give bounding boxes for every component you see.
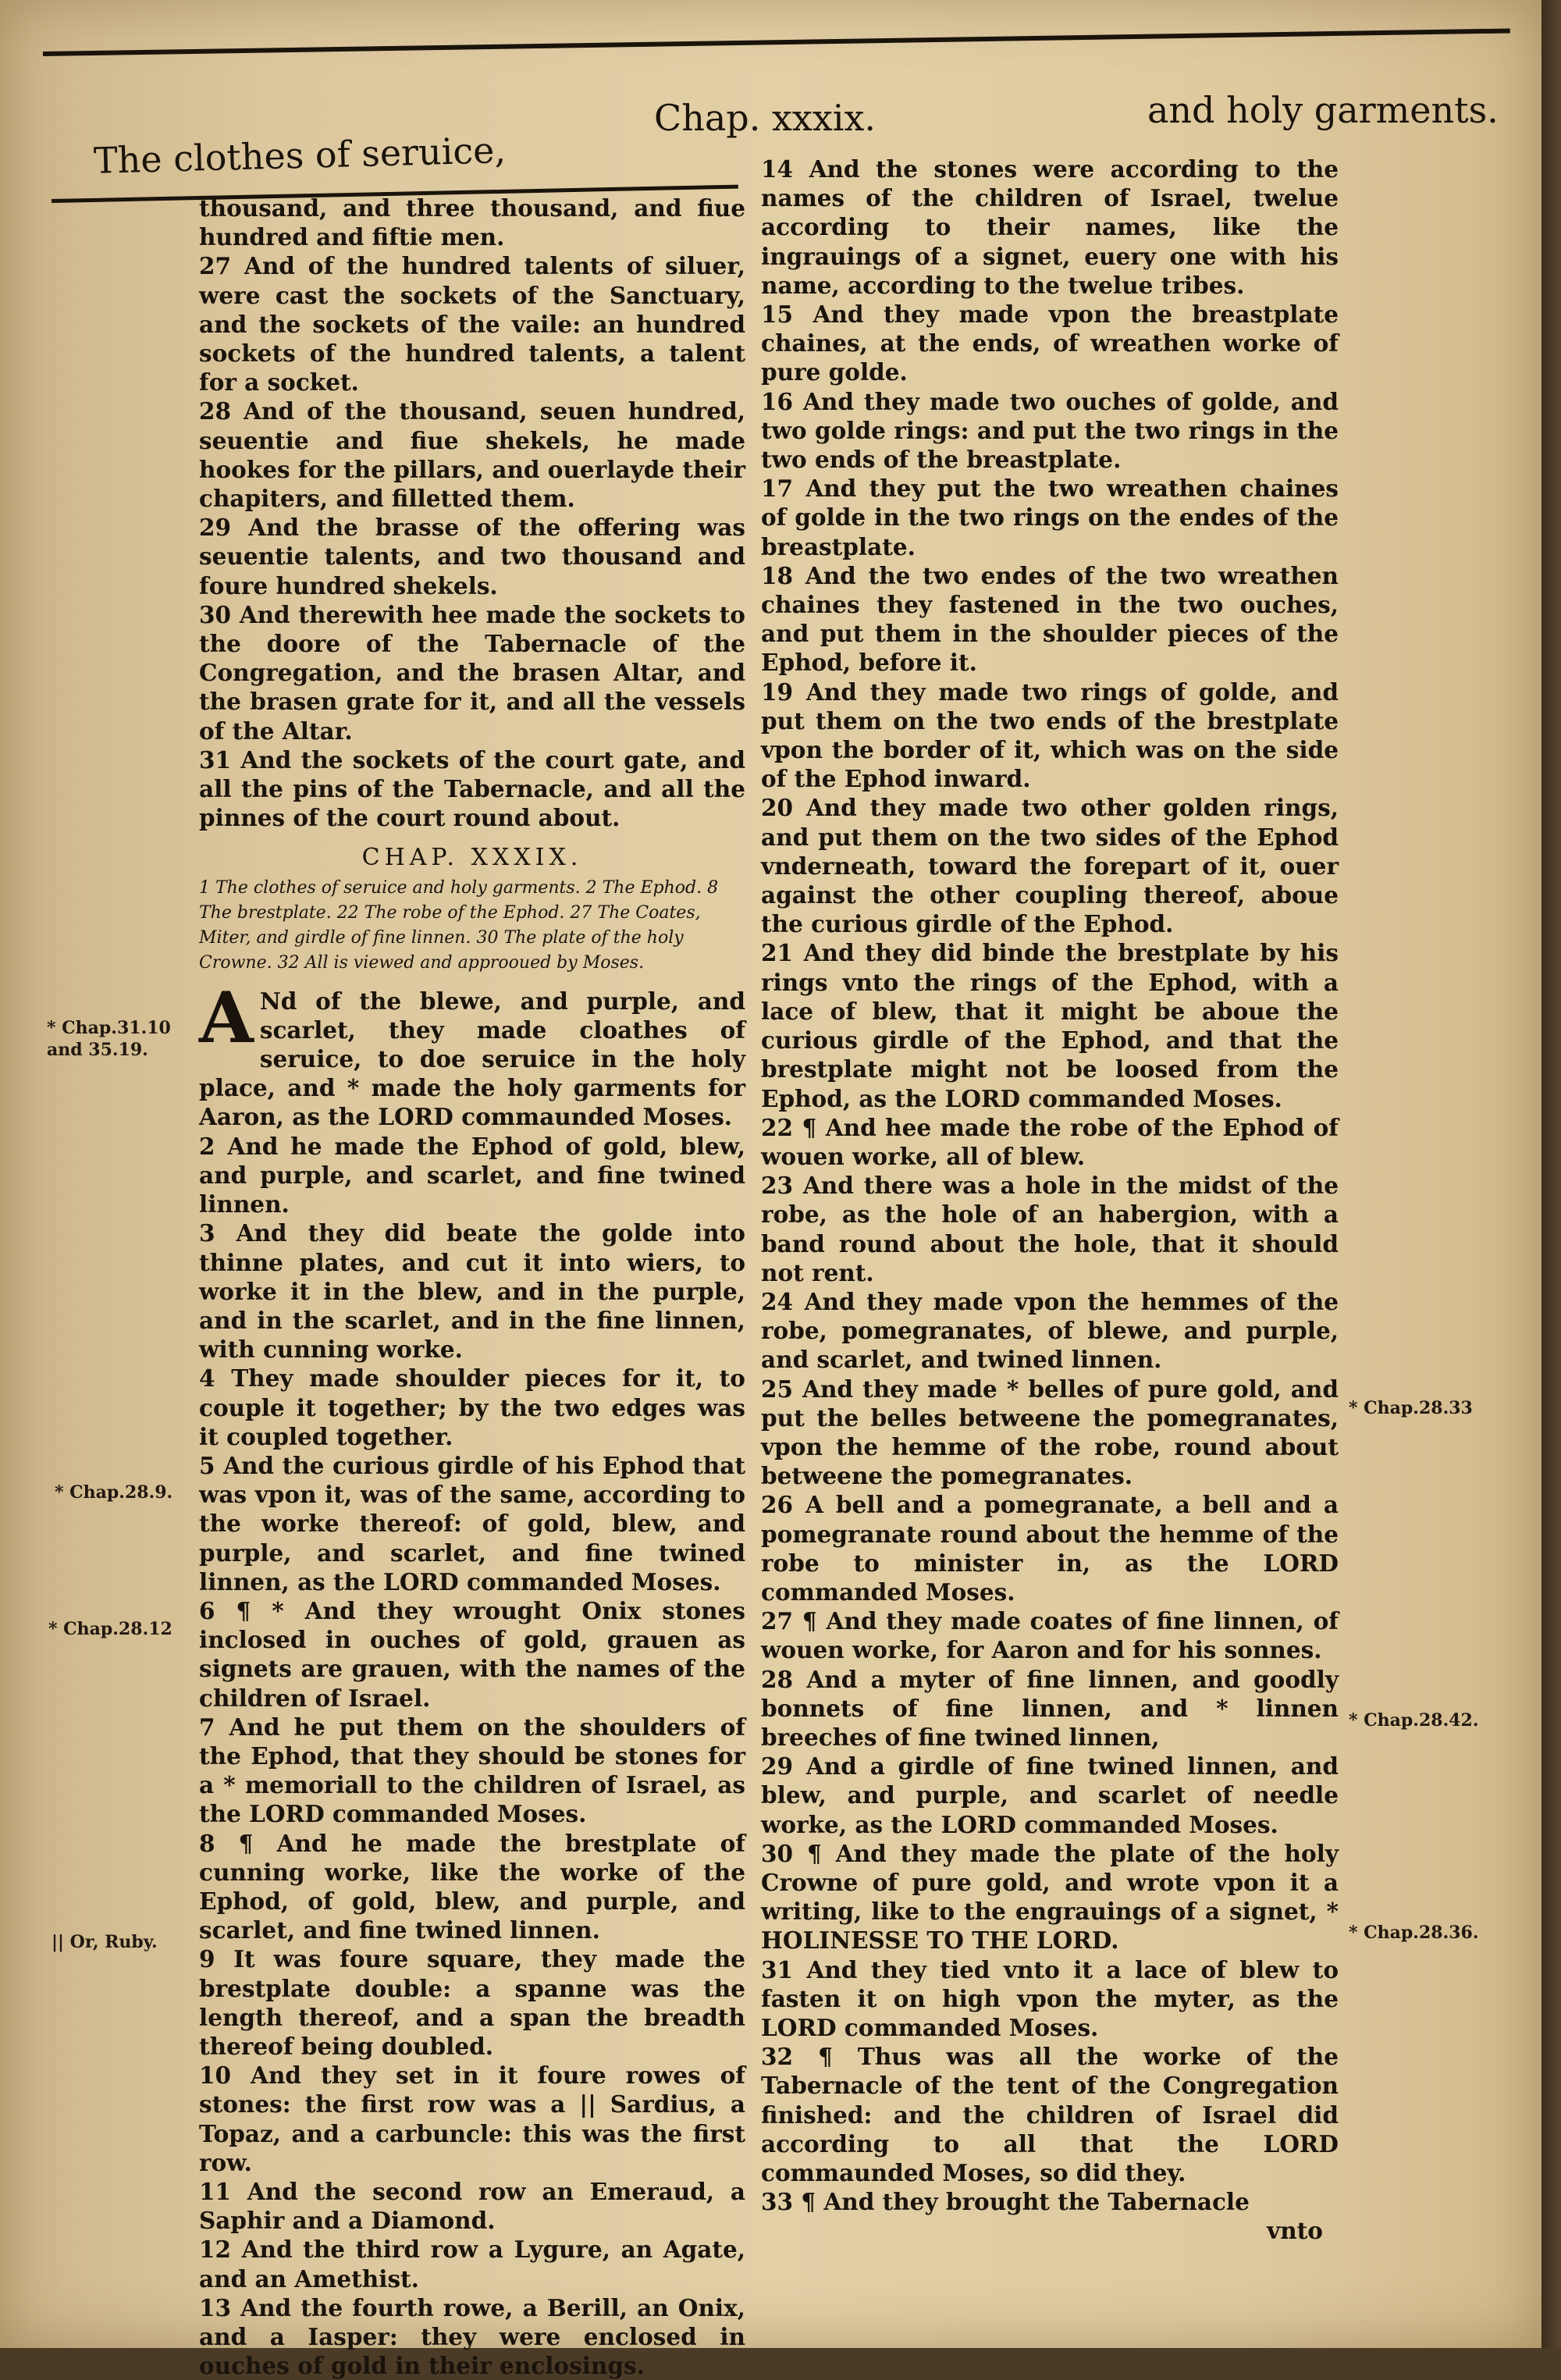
verse: 25 And they made * belles of pure gold, and put the belles betweene the pomegranates, vpon the hemme of the robe, round about betweene the pomegranates. xyxy=(761,1375,1339,1490)
verse: 10 And they set in it foure rowes of stones: the first row was a || Sardius, a Topaz, and a carbuncle: this was the first row. xyxy=(199,2062,745,2176)
verse: 27 And of the hundred talents of siluer, were cast the sockets of the Sanctuary, and the sockets of the vaile: an hundred sockets of the hundred talents, a talent for a socket. xyxy=(199,252,745,397)
margin-note: || Or, Ruby. xyxy=(52,1932,158,1952)
verse: 23 And there was a hole in the midst of the robe, as the hole of an habergion, with a band round about the hole, that it should not rent. xyxy=(761,1172,1339,1286)
verse: 15 And they made vpon the breastplate chaines, at the ends, of wreathen worke of pure golde. xyxy=(761,301,1339,386)
verse: 24 And they made vpon the hemmes of the robe, pomegranates, of blewe, and purple, and scarlet, and twined linnen. xyxy=(761,1287,1339,1374)
verse: 7 And he put them on the shoulders of the Ephod, that they should be stones for a * memoriall to the children of Israel, as the LORD commanded Moses. xyxy=(199,1713,745,1828)
verse: 20 And they made two other golden rings, and put them on the two sides of the Ephod vnderneath, toward the forepart of it, ouer against the other coupling thereof, aboue the curious girdle of the Ephod. xyxy=(761,794,1339,938)
margin-note: * Chap.28.9. xyxy=(55,1482,173,1503)
running-head-right: and holy garments. xyxy=(1147,89,1499,131)
page-edge xyxy=(1541,0,1561,2348)
verse: 29 And the brasse of the offering was seuentie talents, and two thousand and foure hundred shekels. xyxy=(199,514,745,599)
verse: 32 ¶ Thus was all the worke of the Tabernacle of the tent of the Congregation finished: and the children of Israel did according to all that the LORD commaunded Moses, so did they. xyxy=(761,2043,1339,2187)
verse-text: Nd of the blewe, and purple, and scarlet, they made cloathes of seruice, to doe seruice in the holy place, and * made the holy garments for Aaron, as the LORD commaunded Moses. xyxy=(199,987,745,1131)
verse: 19 And they made two rings of golde, and put them on the two ends of the brestplate vpon the border of it, which was on the side of the Ephod inward. xyxy=(761,678,1339,793)
drop-cap: A xyxy=(199,976,254,1059)
verse: 22 ¶ And hee made the robe of the Ephod of wouen worke, all of blew. xyxy=(761,1113,1339,1170)
verse: 2 And he made the Ephod of gold, blew, and purple, and scarlet, and fine twined linnen. xyxy=(199,1132,745,1218)
verse: 17 And they put the two wreathen chaines of golde in the two rings on the endes of the breastplate. xyxy=(761,475,1339,560)
verse: 30 ¶ And they made the plate of the holy Crowne of pure gold, and wrote vpon it a writing, like to the engrauings of a signet, * HOLINESSE TO THE LORD. xyxy=(761,1839,1339,1955)
verse: 9 It was foure square, they made the brestplate double: a spanne was the length thereof, and a span the breadth thereof being doubled. xyxy=(199,1945,745,2060)
header-rule xyxy=(43,28,1510,56)
verse: 4 They made shoulder pieces for it, to couple it together; by the two edges was it coupled together. xyxy=(199,1364,745,1450)
verse: 33 ¶ And they brought the Tabernacle xyxy=(761,2188,1250,2216)
chapter-heading: CHAP. XXXIX. xyxy=(361,844,583,872)
verse: 31 And they tied vnto it a lace of blew to fasten it on high vpon the myter, as the LORD commanded Moses. xyxy=(761,1955,1339,2041)
chapter-summary: 1 The clothes of seruice and holy garments. 2 The Ephod. 8 The brestplate. 22 The robe of the Ephod. 27 The Coates, Miter, and girdle of fine linnen. 30 The plate of the holy Crowne. 32 All is viewed and approoued by Moses. xyxy=(199,877,719,973)
verse: 28 And a myter of fine linnen, and goodly bonnets of fine linnen, and * linnen breeches of fine twined linnen, xyxy=(761,1665,1339,1751)
verse: 8 ¶ And he made the brestplate of cunning worke, like the worke of the Ephod, of gold, blew, and purple, and scarlet, and fine twined linnen. xyxy=(199,1829,745,1944)
margin-note: * Chap.28.12 xyxy=(48,1619,172,1639)
verse: 14 And the stones were according to the names of the children of Israel, twelue according to their names, like the ingrauings of a signet, euery one with his name, according to the twelue tribes. xyxy=(761,155,1339,299)
running-head-left: The clothes of seruice, xyxy=(93,129,507,182)
running-head-chapter: Chap. xxxix. xyxy=(654,97,877,139)
verse: thousand, and three thousand, and fiue hundred and fiftie men. xyxy=(199,194,745,251)
margin-note: * Chap.28.42. xyxy=(1349,1710,1479,1731)
verse: 16 And they made two ouches of golde, and two golde rings: and put the two rings in the two ends of the breastplate. xyxy=(761,387,1339,474)
left-column xyxy=(199,194,745,2380)
verse: 6 ¶ * And they wrought Onix stones inclosed in ouches of gold, grauen as signets are grauen, with the names of the children of Israel. xyxy=(199,1596,745,1712)
right-column xyxy=(761,155,1339,2246)
verse: 31 And the sockets of the court gate, and all the pins of the Tabernacle, and all the pinnes of the court round about. xyxy=(199,745,745,832)
verse: 29 And a girdle of fine twined linnen, and blew, and purple, and scarlet of needle worke, as the LORD commanded Moses. xyxy=(761,1752,1339,1838)
verse: 30 And therewith hee made the sockets to the doore of the Tabernacle of the Congregation, and the brasen Altar, and the brasen grate for it, and all the vessels of the Altar. xyxy=(199,600,745,745)
margin-note: * Chap.31.10 and 35.19. xyxy=(47,1018,171,1060)
verse: 18 And the two endes of the two wreathen chaines they fastened in the two ouches, and put them in the shoulder pieces of the Ephod, before it. xyxy=(761,561,1339,677)
verse: 28 And of the thousand, seuen hundred, seuentie and fiue shekels, he made hookes for the pillars, and ouerlayde their chapiters, and filletted them. xyxy=(199,397,745,513)
margin-note: * Chap.28.33 xyxy=(1349,1398,1473,1418)
catchword: vnto xyxy=(1267,2217,1323,2245)
verse: 13 And the fourth rowe, a Berill, an Onix, and a Iasper: they were enclosed in ouches of gold in their enclosings. xyxy=(199,2293,745,2380)
verse: 12 And the third row a Lygure, an Agate, and an Amethist. xyxy=(199,2236,745,2293)
verse: 5 And the curious girdle of his Ephod that was vpon it, was of the same, according to the worke thereof: of gold, blew, and purple, and scarlet, and fine twined linnen, as the LORD commanded Moses. xyxy=(199,1451,745,1596)
verse: 26 A bell and a pomegranate, a bell and a pomegranate round about the hemme of the robe to minister in, as the LORD commanded Moses. xyxy=(761,1491,1339,1606)
verse-first xyxy=(199,976,745,1132)
verse: 3 And they did beate the golde into thinne plates, and cut it into wiers, to worke it in the blew, and in the purple, and in the scarlet, and in the fine linnen, with cunning worke. xyxy=(199,1219,745,1364)
verse: 27 ¶ And they made coates of fine linnen, of wouen worke, for Aaron and for his sonnes. xyxy=(761,1607,1339,1664)
margin-note: * Chap.28.36. xyxy=(1349,1923,1479,1943)
verse: 21 And they did binde the brestplate by his rings vnto the rings of the Ephod, with a lace of blew, that it might be aboue the curious girdle of the Ephod, and that the brestplate might not be loosed from the Ephod, as the LORD commanded Moses. xyxy=(761,939,1339,1112)
running-head xyxy=(93,78,1553,182)
verse: 11 And the second row an Emeraud, a Saphir and a Diamond. xyxy=(199,2178,745,2235)
